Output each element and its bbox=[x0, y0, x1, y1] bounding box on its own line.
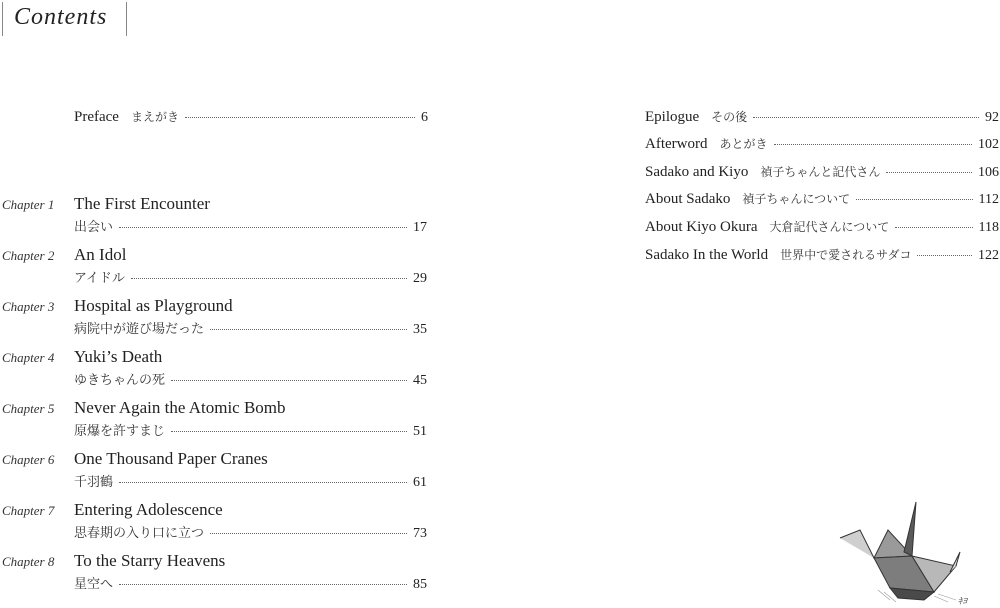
toc-entry-preface[interactable] bbox=[74, 108, 428, 126]
entry-title: About Kiyo Okura bbox=[645, 219, 758, 235]
entry-title: Epilogue bbox=[645, 109, 700, 125]
chapter-title: Hospital as Playground bbox=[74, 296, 233, 315]
leader-dots bbox=[171, 431, 407, 432]
page-number: 45 bbox=[413, 373, 427, 388]
chapter-title: Entering Adolescence bbox=[74, 500, 223, 519]
toc-entry-about-sadako[interactable] bbox=[645, 190, 999, 208]
leader-dots bbox=[895, 227, 972, 228]
entry-title: Sadako and Kiyo bbox=[645, 164, 749, 180]
chapter-title-jp: 千羽鶴 bbox=[74, 475, 114, 490]
leader-dots bbox=[131, 278, 407, 279]
page-number: 92 bbox=[985, 110, 999, 125]
toc-entry-chapter-8[interactable] bbox=[0, 551, 430, 595]
paper-crane-icon bbox=[838, 500, 988, 606]
chapter-label: Chapter 1 bbox=[2, 197, 55, 212]
chapter-title: The First Encounter bbox=[74, 194, 210, 213]
chapter-label: Chapter 2 bbox=[2, 248, 55, 263]
chapter-title-jp: 思春期の入り口に立つ bbox=[74, 526, 205, 541]
page-number: 73 bbox=[413, 526, 427, 541]
leader-dots bbox=[210, 329, 407, 330]
leader-dots bbox=[185, 117, 415, 118]
toc-entry-sadako-and-kiyo[interactable] bbox=[645, 163, 999, 181]
chapter-label: Chapter 3 bbox=[2, 299, 55, 314]
leader-dots bbox=[171, 380, 407, 381]
leader-dots bbox=[774, 144, 973, 145]
page-number: 118 bbox=[978, 220, 999, 235]
toc-entry-chapter-2[interactable] bbox=[0, 245, 430, 289]
chapter-title-jp: ゆきちゃんの死 bbox=[74, 373, 166, 388]
chapter-title-jp: 病院中が遊び場だった bbox=[74, 322, 205, 337]
page-title-block bbox=[0, 2, 127, 36]
entry-title-jp: 禎子ちゃんについて bbox=[742, 192, 851, 206]
chapter-title: An Idol bbox=[74, 245, 127, 264]
chapter-label: Chapter 6 bbox=[2, 452, 55, 467]
chapter-label: Chapter 8 bbox=[2, 554, 55, 569]
chapter-title-jp: 星空へ bbox=[74, 577, 114, 592]
leader-dots bbox=[210, 533, 407, 534]
page-number: 122 bbox=[978, 248, 999, 263]
entry-title-jp: その後 bbox=[711, 110, 748, 124]
page-number: 29 bbox=[413, 271, 427, 286]
leader-dots bbox=[119, 227, 407, 228]
toc-entry-chapter-7[interactable] bbox=[0, 500, 430, 544]
toc-entry-sadako-in-the-world[interactable] bbox=[645, 246, 999, 264]
toc-entry-chapter-4[interactable] bbox=[0, 347, 430, 391]
leader-dots bbox=[119, 482, 407, 483]
page-title: Contents bbox=[14, 4, 108, 30]
leader-dots bbox=[886, 172, 972, 173]
title-right-rule bbox=[126, 2, 127, 36]
page-number: 85 bbox=[413, 577, 427, 592]
page-number: 17 bbox=[413, 220, 427, 235]
leader-dots bbox=[917, 255, 972, 256]
page-number: 51 bbox=[413, 424, 427, 439]
chapter-title: Never Again the Atomic Bomb bbox=[74, 398, 286, 417]
chapter-label: Chapter 7 bbox=[2, 503, 55, 518]
entry-title: About Sadako bbox=[645, 191, 731, 207]
entry-title: Afterword bbox=[645, 136, 708, 152]
toc-entry-afterword[interactable] bbox=[645, 135, 999, 153]
entry-title-jp: 大倉記代さんについて bbox=[769, 220, 890, 234]
leader-dots bbox=[753, 117, 979, 118]
toc-entry-chapter-5[interactable] bbox=[0, 398, 430, 442]
chapter-label: Chapter 4 bbox=[2, 350, 55, 365]
leader-dots bbox=[119, 584, 407, 585]
chapter-title: Yuki’s Death bbox=[74, 347, 163, 366]
chapter-title: To the Starry Heavens bbox=[74, 551, 226, 570]
chapter-title-jp: アイドル bbox=[74, 271, 125, 286]
chapter-title-jp: 原爆を許すまじ bbox=[74, 424, 166, 439]
chapter-label: Chapter 5 bbox=[2, 401, 55, 416]
toc-entry-chapter-6[interactable] bbox=[0, 449, 430, 493]
toc-entry-chapter-3[interactable] bbox=[0, 296, 430, 340]
toc-entry-chapter-1[interactable] bbox=[0, 194, 430, 238]
page-number: 6 bbox=[421, 110, 428, 125]
title-left-rule bbox=[2, 2, 3, 36]
chapter-title-jp: 出会い bbox=[74, 220, 114, 235]
chapter-title: One Thousand Paper Cranes bbox=[74, 449, 268, 468]
entry-title-jp: あとがき bbox=[719, 137, 768, 151]
leader-dots bbox=[856, 199, 972, 200]
page-number: 112 bbox=[978, 192, 999, 207]
toc-entry-epilogue[interactable] bbox=[645, 108, 999, 126]
page-number: 61 bbox=[413, 475, 427, 490]
entry-title-jp: 禎子ちゃんと記代さん bbox=[760, 165, 881, 179]
entry-title: Preface bbox=[74, 109, 119, 125]
entry-title-jp: まえがき bbox=[130, 110, 179, 124]
toc-entry-about-kiyo-okura[interactable] bbox=[645, 218, 999, 236]
entry-title: Sadako In the World bbox=[645, 247, 769, 263]
page-number: 102 bbox=[978, 137, 999, 152]
entry-title-jp: 世界中で愛されるサダコ bbox=[780, 248, 912, 262]
page-number: 106 bbox=[978, 165, 999, 180]
page-number: 35 bbox=[413, 322, 427, 337]
svg-text:ｷﾖ: ｷﾖ bbox=[958, 596, 968, 606]
